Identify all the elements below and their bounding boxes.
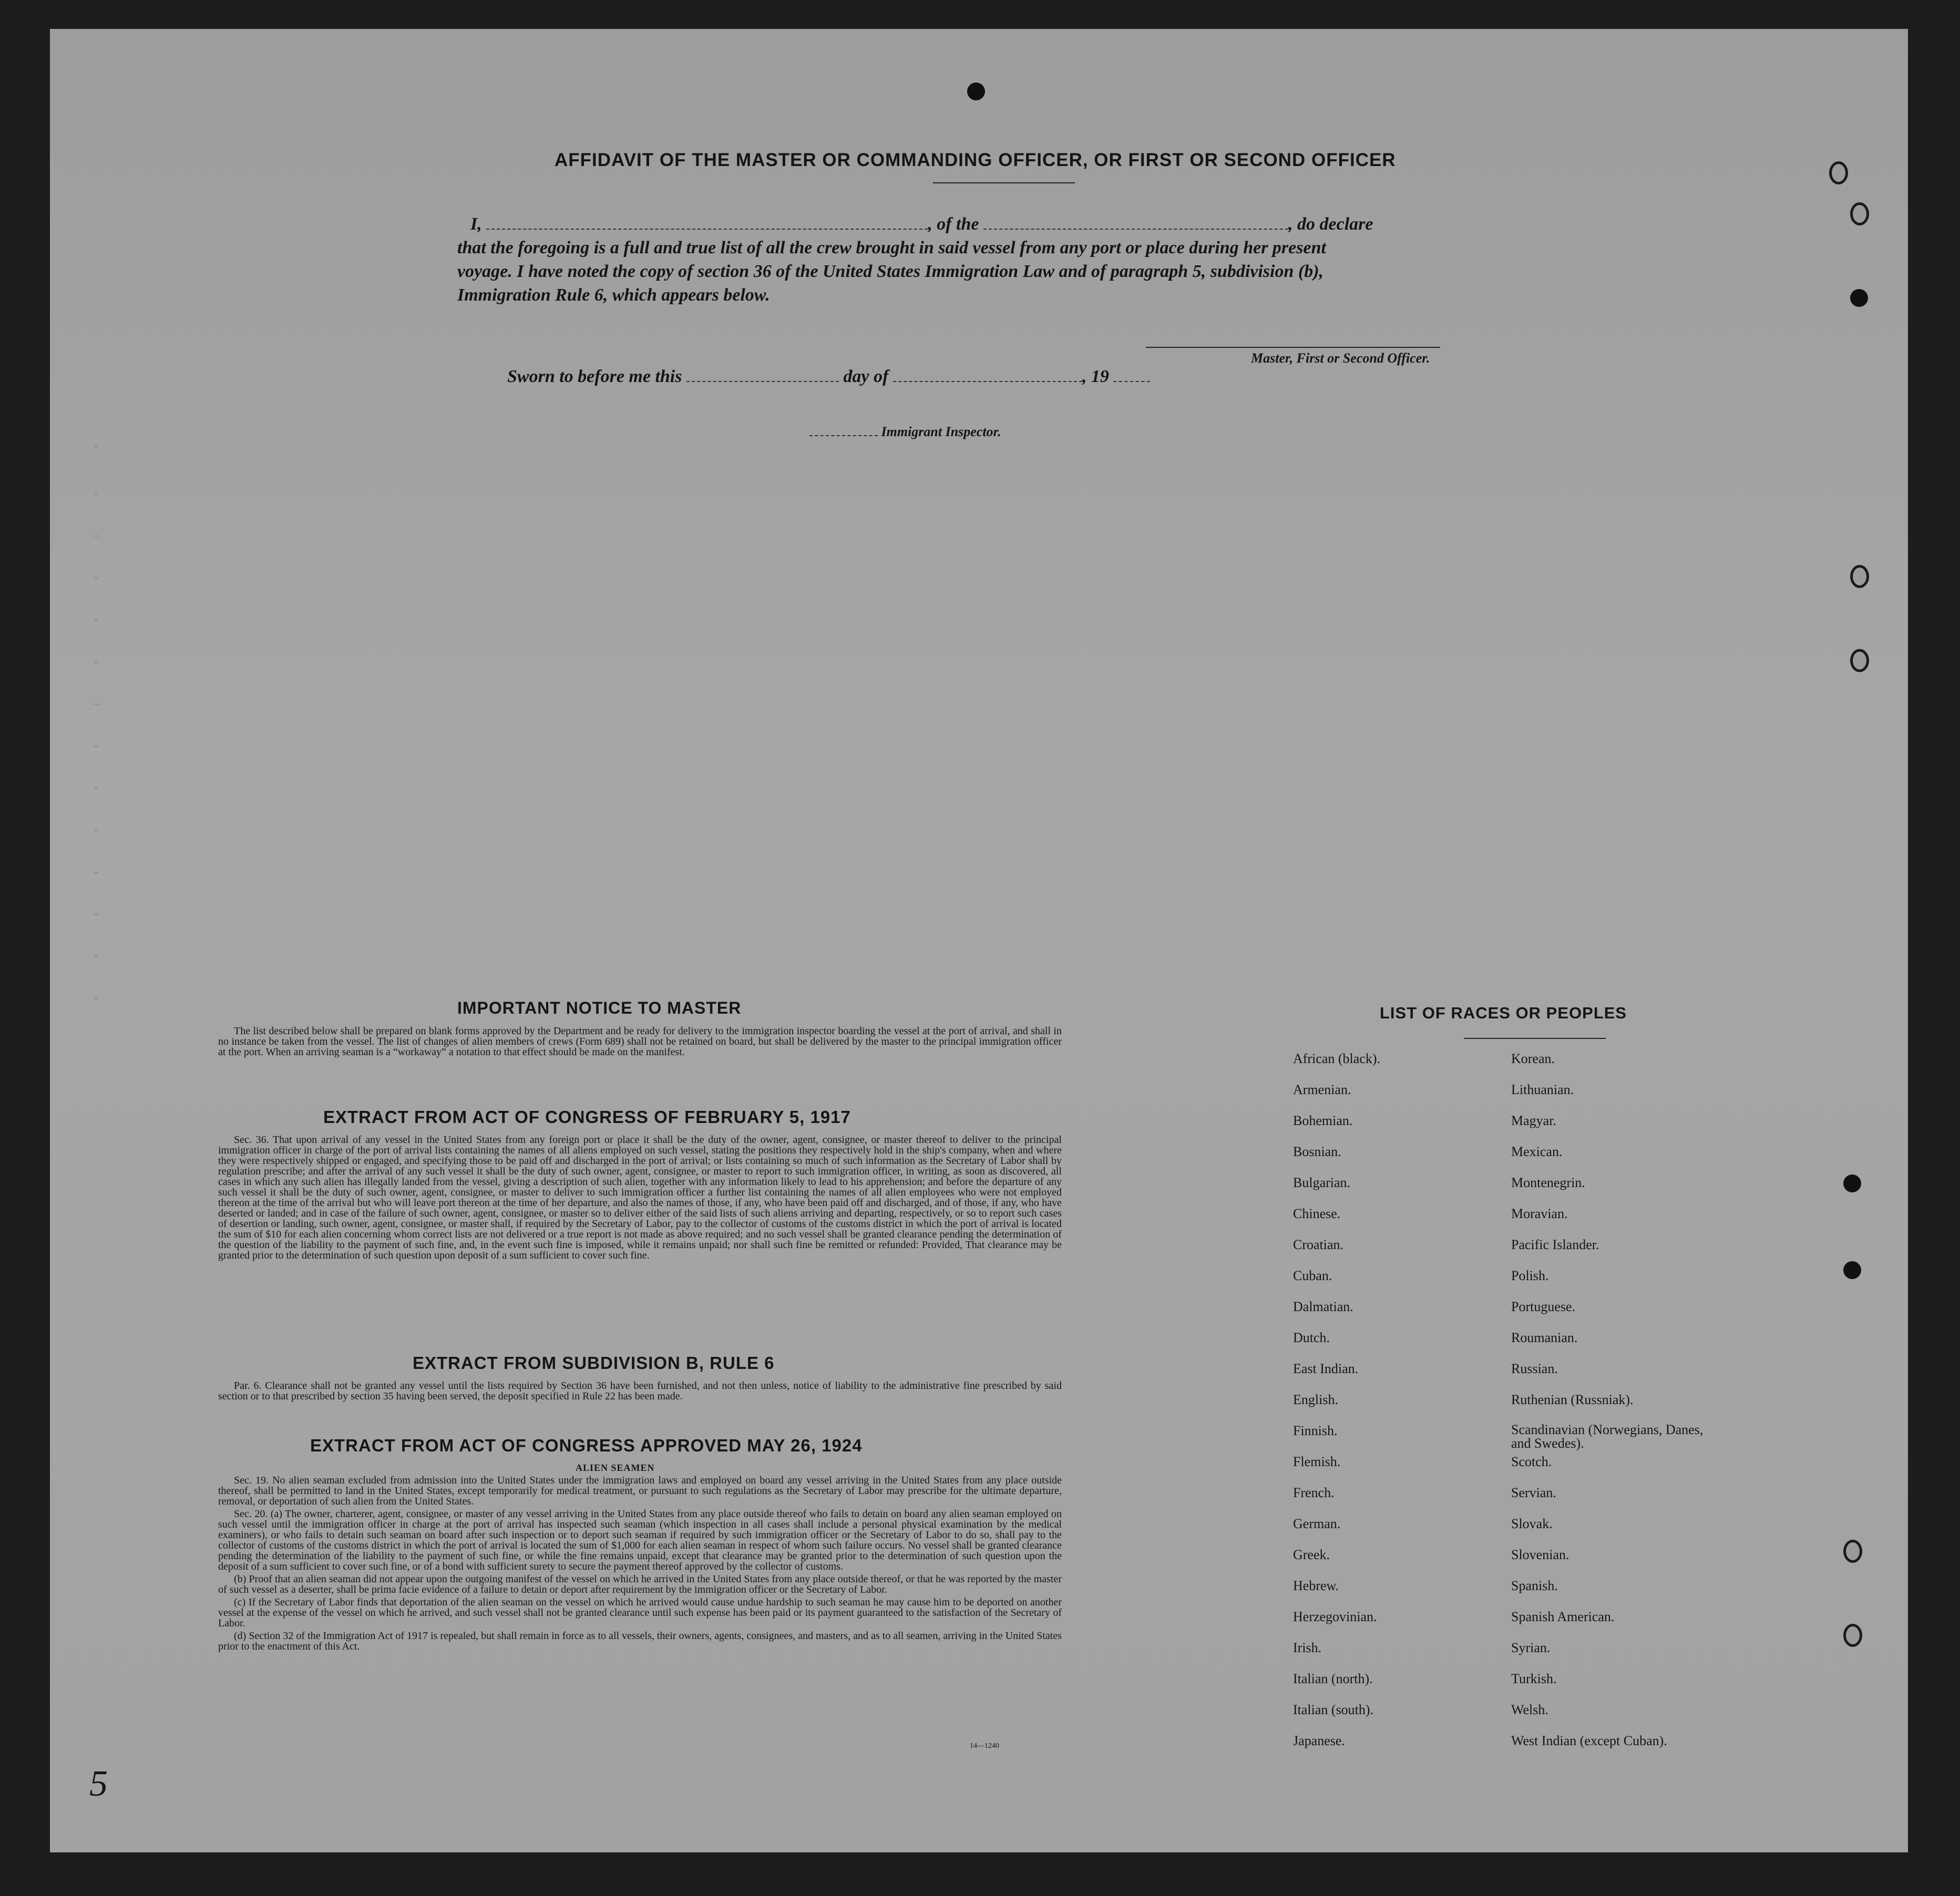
race-item: Welsh. xyxy=(1511,1702,1548,1717)
sec-20b-paragraph: (b) Proof that an alien seaman did not appear upon the outgoing manifest of the vessel on which he arrived in the United States from any place outside thereof, or that he was reported by the master of such vessel as a deserter, shall be prima facie evidence of a failure to detain or deport after requirement by the immigration officer or the Secretary of Labor. xyxy=(218,1573,1062,1595)
binder-ring xyxy=(1843,1540,1862,1563)
race-item: Russian. xyxy=(1511,1361,1558,1376)
race-item: Servian. xyxy=(1511,1485,1556,1500)
sec-20d-paragraph: (d) Section 32 of the Immigration Act of 1917 is repealed, but shall remain in force as to all vessels, their owners, agents, consignees, and masters, and as to all seamen, arriving in the United States prior to the enactment of this Act. xyxy=(218,1630,1062,1652)
sec-19-paragraph: Sec. 19. No alien seaman excluded from admission into the United States under the immigration laws and employed on board any vessel arriving in the United States from any place outside thereof, shall be permitted to land in the United States, except temporarily for medical treatment, or pursuant to such regulations as the Secretary of Labor may prescribe for the ultimate departure, removal, or deportation of such alien from the United States. xyxy=(218,1475,1062,1507)
sworn-line xyxy=(507,367,1150,387)
rule-6-text xyxy=(218,1380,1062,1404)
race-item: Irish. xyxy=(1293,1640,1322,1655)
race-item: Bohemian. xyxy=(1293,1113,1353,1128)
race-item: Spanish American. xyxy=(1511,1609,1615,1624)
race-item: Ruthenian (Russniak). xyxy=(1511,1392,1634,1407)
master-signature-line xyxy=(1146,347,1440,348)
race-item: Croatian. xyxy=(1293,1237,1344,1252)
i-label: I, xyxy=(470,214,482,234)
races-title-underline xyxy=(1464,1038,1606,1039)
title-underline xyxy=(933,182,1075,183)
notice-paragraph: The list described below shall be prepared on blank forms approved by the Department and be ready for delivery to the immigration inspector boarding the vessel at the port of arrival, and shall in no instance be taken from the vessel. The list of changes of alien members of crews (Form 689) shall not be retained on board, but shall be delivered by the master to the principal immigration officer at the port. When an arriving seaman is a “workaway” a notation to that effect should be made on the manifest. xyxy=(218,1025,1062,1058)
binder-ring xyxy=(1843,1624,1862,1647)
race-item: Scandinavian (Norwegians, Danes, and Swedes). xyxy=(1511,1422,1704,1451)
race-item: Slovak. xyxy=(1511,1516,1553,1531)
sec-20a-paragraph: Sec. 20. (a) The owner, charterer, agent, consignee, or master of any vessel arriving in the United States from any place outside thereof who fails to detain on board any alien seaman employed on such vessel until the immigration officer in charge at the port of arrival has inspected such seaman (which inspection in all cases shall include a personal physical examination by the medical examiners), or who fails to detain such seaman on board after such inspection or to deport such seaman if required by such immigration officer or the Secretary of Labor to do so, shall pay to the collector of customs of the customs district in which the port of arrival is located the sum of $1,000 for each alien seaman in respect of whom such failure occurs. No vessel shall be granted clearance pending the determination of the liability to the payment of such fine, or while the fine remains unpaid, except that clearance may be granted prior to the determination of such question upon the deposit of a sum sufficient to cover such fine, or of a bond with sufficient surety to secure the payment thereof approved by the collector of customs. xyxy=(218,1508,1062,1572)
race-item: Italian (north). xyxy=(1293,1671,1373,1686)
act-1924-subtitle: ALIEN SEAMEN xyxy=(576,1462,655,1473)
race-item: Flemish. xyxy=(1293,1454,1341,1469)
race-item: Moravian. xyxy=(1511,1206,1568,1221)
punch-hole xyxy=(1850,289,1868,307)
race-item: Chinese. xyxy=(1293,1206,1341,1221)
race-item: Polish. xyxy=(1511,1268,1549,1283)
vessel-blank xyxy=(983,229,1288,230)
act-1917-text xyxy=(218,1135,1062,1263)
race-item: Armenian. xyxy=(1293,1082,1351,1097)
declaration-line-3: voyage. I have noted the copy of section 36 of the United States Immigration Law and of paragraph 5, subdivision (b), xyxy=(457,262,1324,281)
notice-text xyxy=(218,1026,1062,1059)
race-item: Spanish. xyxy=(1511,1578,1558,1593)
race-item: Bosnian. xyxy=(1293,1144,1341,1159)
race-item: West Indian (except Cuban). xyxy=(1511,1733,1667,1748)
race-item: Mexican. xyxy=(1511,1144,1563,1159)
sec-20c-paragraph: (c) If the Secretary of Labor finds that deportation of the alien seaman on the vessel on which he arrived would cause undue hardship to such seaman he may cause him to be deported on another vessel at the expense of the vessel on which he arrived, and such vessel shall not be granted clearance until such expense has been paid or its payment guaranteed to the satisfaction of the Secretary of Labor. xyxy=(218,1596,1062,1629)
declaration-line-2: that the foregoing is a full and true list of all the crew brought in said vessel from any port or place during her present xyxy=(457,238,1326,257)
binder-ring xyxy=(1850,649,1869,672)
race-item: Cuban. xyxy=(1293,1268,1332,1283)
act-1917-paragraph: Sec. 36. That upon arrival of any vessel in the United States from any foreign port or place it shall be the duty of the owner, agent, consignee, or master thereof to deliver to the principal immigration officer in charge of the port of arrival lists containing the names of all aliens employed on such vessel, stating the positions they respectively hold in the ship's company, when and where they were respectively shipped or engaged, and specifying those to be paid off and discharged in the port of arrival; or lists containing so much of such information as the Secretary of Labor shall by regulation prescribe; and after the arrival of any such vessel it shall be the duty of such owner, agent, consignee, or master to report to such immigration officer, in writing, as soon as discovered, all cases in which any such alien has illegally landed from the vessel, giving a description of such alien, together with any information likely to lead to his apprehension; and before the departure of any such vessel it shall be the duty of such owner, agent, consignee, or master to deliver to such immigration officer a further list containing the names of all alien employees who were not employed thereon at the time of the arrival but who will leave port thereon at the time of her departure, and also the names of those, if any, who have been paid off and discharged, and of those, if any, who have deserted or landed; and in case of the failure of such owner, agent, consignee, or master so to deliver either of the said lists of such aliens arriving and departing, respectively, or so to report such cases of desertion or landing, such owner, agent, consignee, or master shall, if required by the Secretary of Labor, pay to the collector of customs of the customs district in which the port of arrival is located the sum of $10 for each alien concerning whom correct lists are not delivered or a true report is not made as above required; and no such vessel shall be granted clearance pending the determination of the question of the liability to the payment of such fine, and, in the event such fine is imposed, while it remains unpaid; nor shall such fine be remitted or refunded: Provided, That clearance may be granted prior to the determination of such question upon deposit of a sum sufficient to cover such fine. xyxy=(218,1134,1062,1261)
act-1917-title: EXTRACT FROM ACT OF CONGRESS OF FEBRUARY 5, 1917 xyxy=(323,1107,851,1127)
do-declare-label: , do declare xyxy=(1288,214,1373,234)
sworn-label: Sworn to before me this xyxy=(507,367,682,386)
act-1924-text xyxy=(218,1475,1062,1654)
race-item: Dutch. xyxy=(1293,1330,1330,1345)
race-item: East Indian. xyxy=(1293,1361,1359,1376)
master-signature-label: Master, First or Second Officer. xyxy=(1251,351,1430,366)
of-the-label: , of the xyxy=(928,214,979,234)
act-1924-title: EXTRACT FROM ACT OF CONGRESS APPROVED MAY 26, 1924 xyxy=(310,1436,863,1455)
form-number: 14—1240 xyxy=(970,1742,999,1750)
rule-6-title: EXTRACT FROM SUBDIVISION B, RULE 6 xyxy=(413,1353,775,1373)
race-item: Turkish. xyxy=(1511,1671,1557,1686)
punch-hole xyxy=(1843,1174,1861,1192)
rule-6-paragraph: Par. 6. Clearance shall not be granted any vessel until the lists required by Section 36 have been furnished, and not then unless, notice of liability to the administrative fine prescribed by said section or to that prescribed by section 35 having been served, the deposit specified in Rule 22 has been made. xyxy=(218,1380,1062,1402)
inspector-label: Immigrant Inspector. xyxy=(881,424,1001,439)
race-item: Pacific Islander. xyxy=(1511,1237,1599,1252)
binder-ring xyxy=(1850,565,1869,588)
binder-ring xyxy=(1829,161,1848,184)
notice-title: IMPORTANT NOTICE TO MASTER xyxy=(457,998,742,1017)
sworn-day-blank xyxy=(686,381,839,382)
inspector-blank xyxy=(809,435,878,436)
affidavit-title: AFFIDAVIT OF THE MASTER OR COMMANDING OFFICER, OR FIRST OR SECOND OFFICER xyxy=(555,150,1396,170)
binder-ring xyxy=(1850,202,1869,225)
race-item: Portuguese. xyxy=(1511,1299,1576,1314)
month-blank xyxy=(893,381,1082,382)
year-blank xyxy=(1113,381,1150,382)
punch-hole xyxy=(1843,1261,1861,1279)
race-item: French. xyxy=(1293,1485,1335,1500)
race-item: Slovenian. xyxy=(1511,1547,1569,1562)
race-item: Korean. xyxy=(1511,1051,1555,1066)
year-label: , 19 xyxy=(1082,367,1109,386)
race-item: Hebrew. xyxy=(1293,1578,1339,1593)
race-item: Herzegovinian. xyxy=(1293,1609,1377,1624)
races-title: LIST OF RACES OR PEOPLES xyxy=(1380,1004,1627,1022)
race-item: African (black). xyxy=(1293,1051,1381,1066)
race-item: Roumanian. xyxy=(1511,1330,1578,1345)
race-item: English. xyxy=(1293,1392,1338,1407)
race-item: Magyar. xyxy=(1511,1113,1556,1128)
name-blank xyxy=(486,229,928,230)
race-item: Syrian. xyxy=(1511,1640,1551,1655)
race-item: Italian (south). xyxy=(1293,1702,1374,1717)
race-item: Lithuanian. xyxy=(1511,1082,1574,1097)
declaration-line-1 xyxy=(470,214,1373,234)
race-item: Japanese. xyxy=(1293,1733,1345,1748)
document-sheet: - - - - - - - - - - - - - - AFFIDAVIT OF THE MASTER OR COMMANDING OFFICER, OR FIRST OR SECOND OFFICER I, , of the , do declare that the foregoing is a full and true list of all the crew brought in said vessel from any port or place during her present voyage. I have noted the copy of section 36 of the United States Immigration Law and of paragraph 5, subdivision (b), Immigration Rule 6, which appears below. Master, First or Second Officer. Sworn to before me this day of , 19 Immigrant Inspector. IMPORTANT NOTICE TO MASTER The list described below shall be prepared on blank forms approved by the Department and be ready for delivery to the immigration inspector boarding the vessel at the port of arrival, and shall in no instance be taken from the vessel. The list of changes of alien members of crews (Form 689) shall not be retained on board, but shall be delivered by the master to the principal immigration officer at the port. When an arriving seaman is a “workaway” a notation to that effect should be made on the manifest. EXTRACT FROM ACT OF CONGRESS OF FEBRUARY 5, 1917 Sec. 36. That upon arrival of any vessel in the United States from any foreign port or place it shall be the duty of the owner, agent, consignee, or master thereof to deliver to the principal immigration officer in charge of the port of arrival lists containing the names of all aliens employed on such vessel, stating the positions they respectively hold in the ship's company, when and where they were respectively shipped or engaged, and specifying those to be paid off and discharged in the port of arrival; or lists containing so much of such information as the Secretary of Labor shall by regulation prescribe; and after the arrival of any such vessel it shall be the duty of such owner, agent, consignee, or master to report to such immigration officer, in writing, as soon as discovered, all cases in which any such alien has illegally landed from the vessel, giving a description of such alien, together with any information likely to lead to his apprehension; and before the departure of any such vessel it shall be the duty of such owner, agent, consignee, or master to deliver to such immigration officer a further list containing the names of all alien employees who were not employed thereon at the time of the arrival but who will leave port thereon at the time of her departure, and also the names of those, if any, who have been paid off and discharged, and of those, if any, who have deserted or landed; and in case of the failure of such owner, agent, consignee, or master so to deliver either of the said lists of such aliens arriving and departing, respectively, or so to report such cases of desertion or landing, such owner, agent, consignee, or master shall, if required by the Secretary of Labor, pay to the collector of customs of the customs district in which the port of arrival is located the sum of $10 for each alien concerning whom correct lists are not delivered or a true report is not made as above required; and no such vessel shall be granted clearance pending the determination of the question of the liability to the payment of such fine, and, in the event such fine is imposed, while it remains unpaid; nor shall such fine be remitted or refunded: Provided, That clearance may be granted prior to the determination of such question upon deposit of a sum sufficient to cover such fine. EXTRACT FROM SUBDIVISION B, RULE 6 Par. 6. Clearance shall not be granted any vessel until the lists required by Section 36 have been furnished, and not then unless, notice of liability to the administrative fine prescribed by said section or to that prescribed by section 35 having been served, the deposit specified in Rule 22 has been made. EXTRACT FROM ACT OF CONGRESS APPROVED MAY 26, 1924 ALIEN SEAMEN Sec. 19. No alien seaman excluded from admission into the United States under the immigration laws and employed on board any vessel arriving in the United States from any place outside thereof, shall be permitted to land in the United States, except temporarily for medical treatment, or pursuant to such regulations as the Secretary of Labor may prescribe for the ultimate departure, removal, or deportation of such alien from the United States. Sec. 20. (a) The owner, charterer, agent, consignee, or master of any vessel arriving in the United States from any place outside thereof who fails to detain on board any alien seaman employed on such vessel until the immigration officer in charge at the port of arrival has inspected such seaman (which inspection in all cases shall include a personal physical examination by the medical examiners), or who fails to detain such seaman on board after such inspection or to deport such seaman if required by such immigration officer or the Secretary of Labor to do so, shall pay to the collector of customs of the customs district in which the port of arrival is located the sum of $1,000 for each alien seaman in respect of whom such failure occurs. No vessel shall be granted clearance pending the determination of the liability to the payment of such fine, or while the fine remains unpaid, except that clearance may be granted prior to the determination of such question upon the deposit of a sum sufficient to cover such fine, or of a bond with sufficient surety to secure the payment thereof approved by the collector of customs. (b) Proof that an alien seaman did not appear upon the outgoing manifest of the vessel on which he arrived in the United States from any place outside thereof, or that he was reported by the master of such vessel as a deserter, shall be prima facie evidence of a failure to detain or deport after requirement by the immigration officer or the Secretary of Labor. (c) If the Secretary of Labor finds that deportation of the alien seaman on the vessel on which he arrived would cause undue hardship to such seaman he may cause him to be deported on another vessel at the expense of the vessel on which he arrived, and such vessel shall not be granted clearance until such expense has been paid or its payment guaranteed to the satisfaction of the Secretary of Labor. (d) Section 32 of the Immigration Act of 1917 is repealed, but shall remain in force as to all vessels, their owners, agents, consignees, and masters, and as to all seamen, arriving in the United States prior to the enactment of this Act. 14—1240 LIST OF RACES OR PEOPLES African (black). Armenian. Bohemian. Bosnian. Bulgarian. Chinese. Croatian. Cuban. Dalmatian. Dutch. East Indian. English. Finnish. Flemish. French. German. Greek. Hebrew. Herzegovinian. Irish. Italian (north). Italian (south). Japanese. Korean. Lithuanian. Magyar. Mexican. Montenegrin. Moravian. Pacific Islander. Polish. Portuguese. Roumanian. Russian. Ruthenian (Russniak). Scandinavian (Norwegians, Danes, and Swedes). Scotch. Servian. Slovak. Slovenian. Spanish. Spanish American. Syrian. Turkish. Welsh. West Indian (except Cuban). 5 xyxy=(50,29,1908,1852)
race-item: Bulgarian. xyxy=(1293,1175,1351,1190)
race-item: German. xyxy=(1293,1516,1341,1531)
race-item: Montenegrin. xyxy=(1511,1175,1585,1190)
punch-hole xyxy=(967,83,985,100)
race-item: Finnish. xyxy=(1293,1423,1338,1438)
inspector-line xyxy=(809,424,1001,440)
race-item: Scotch. xyxy=(1511,1454,1552,1469)
handwritten-mark: 5 xyxy=(89,1764,108,1804)
day-of-label: day of xyxy=(843,367,889,386)
declaration-line-4: Immigration Rule 6, which appears below. xyxy=(457,285,770,305)
race-item: Dalmatian. xyxy=(1293,1299,1353,1314)
race-item: Greek. xyxy=(1293,1547,1330,1562)
